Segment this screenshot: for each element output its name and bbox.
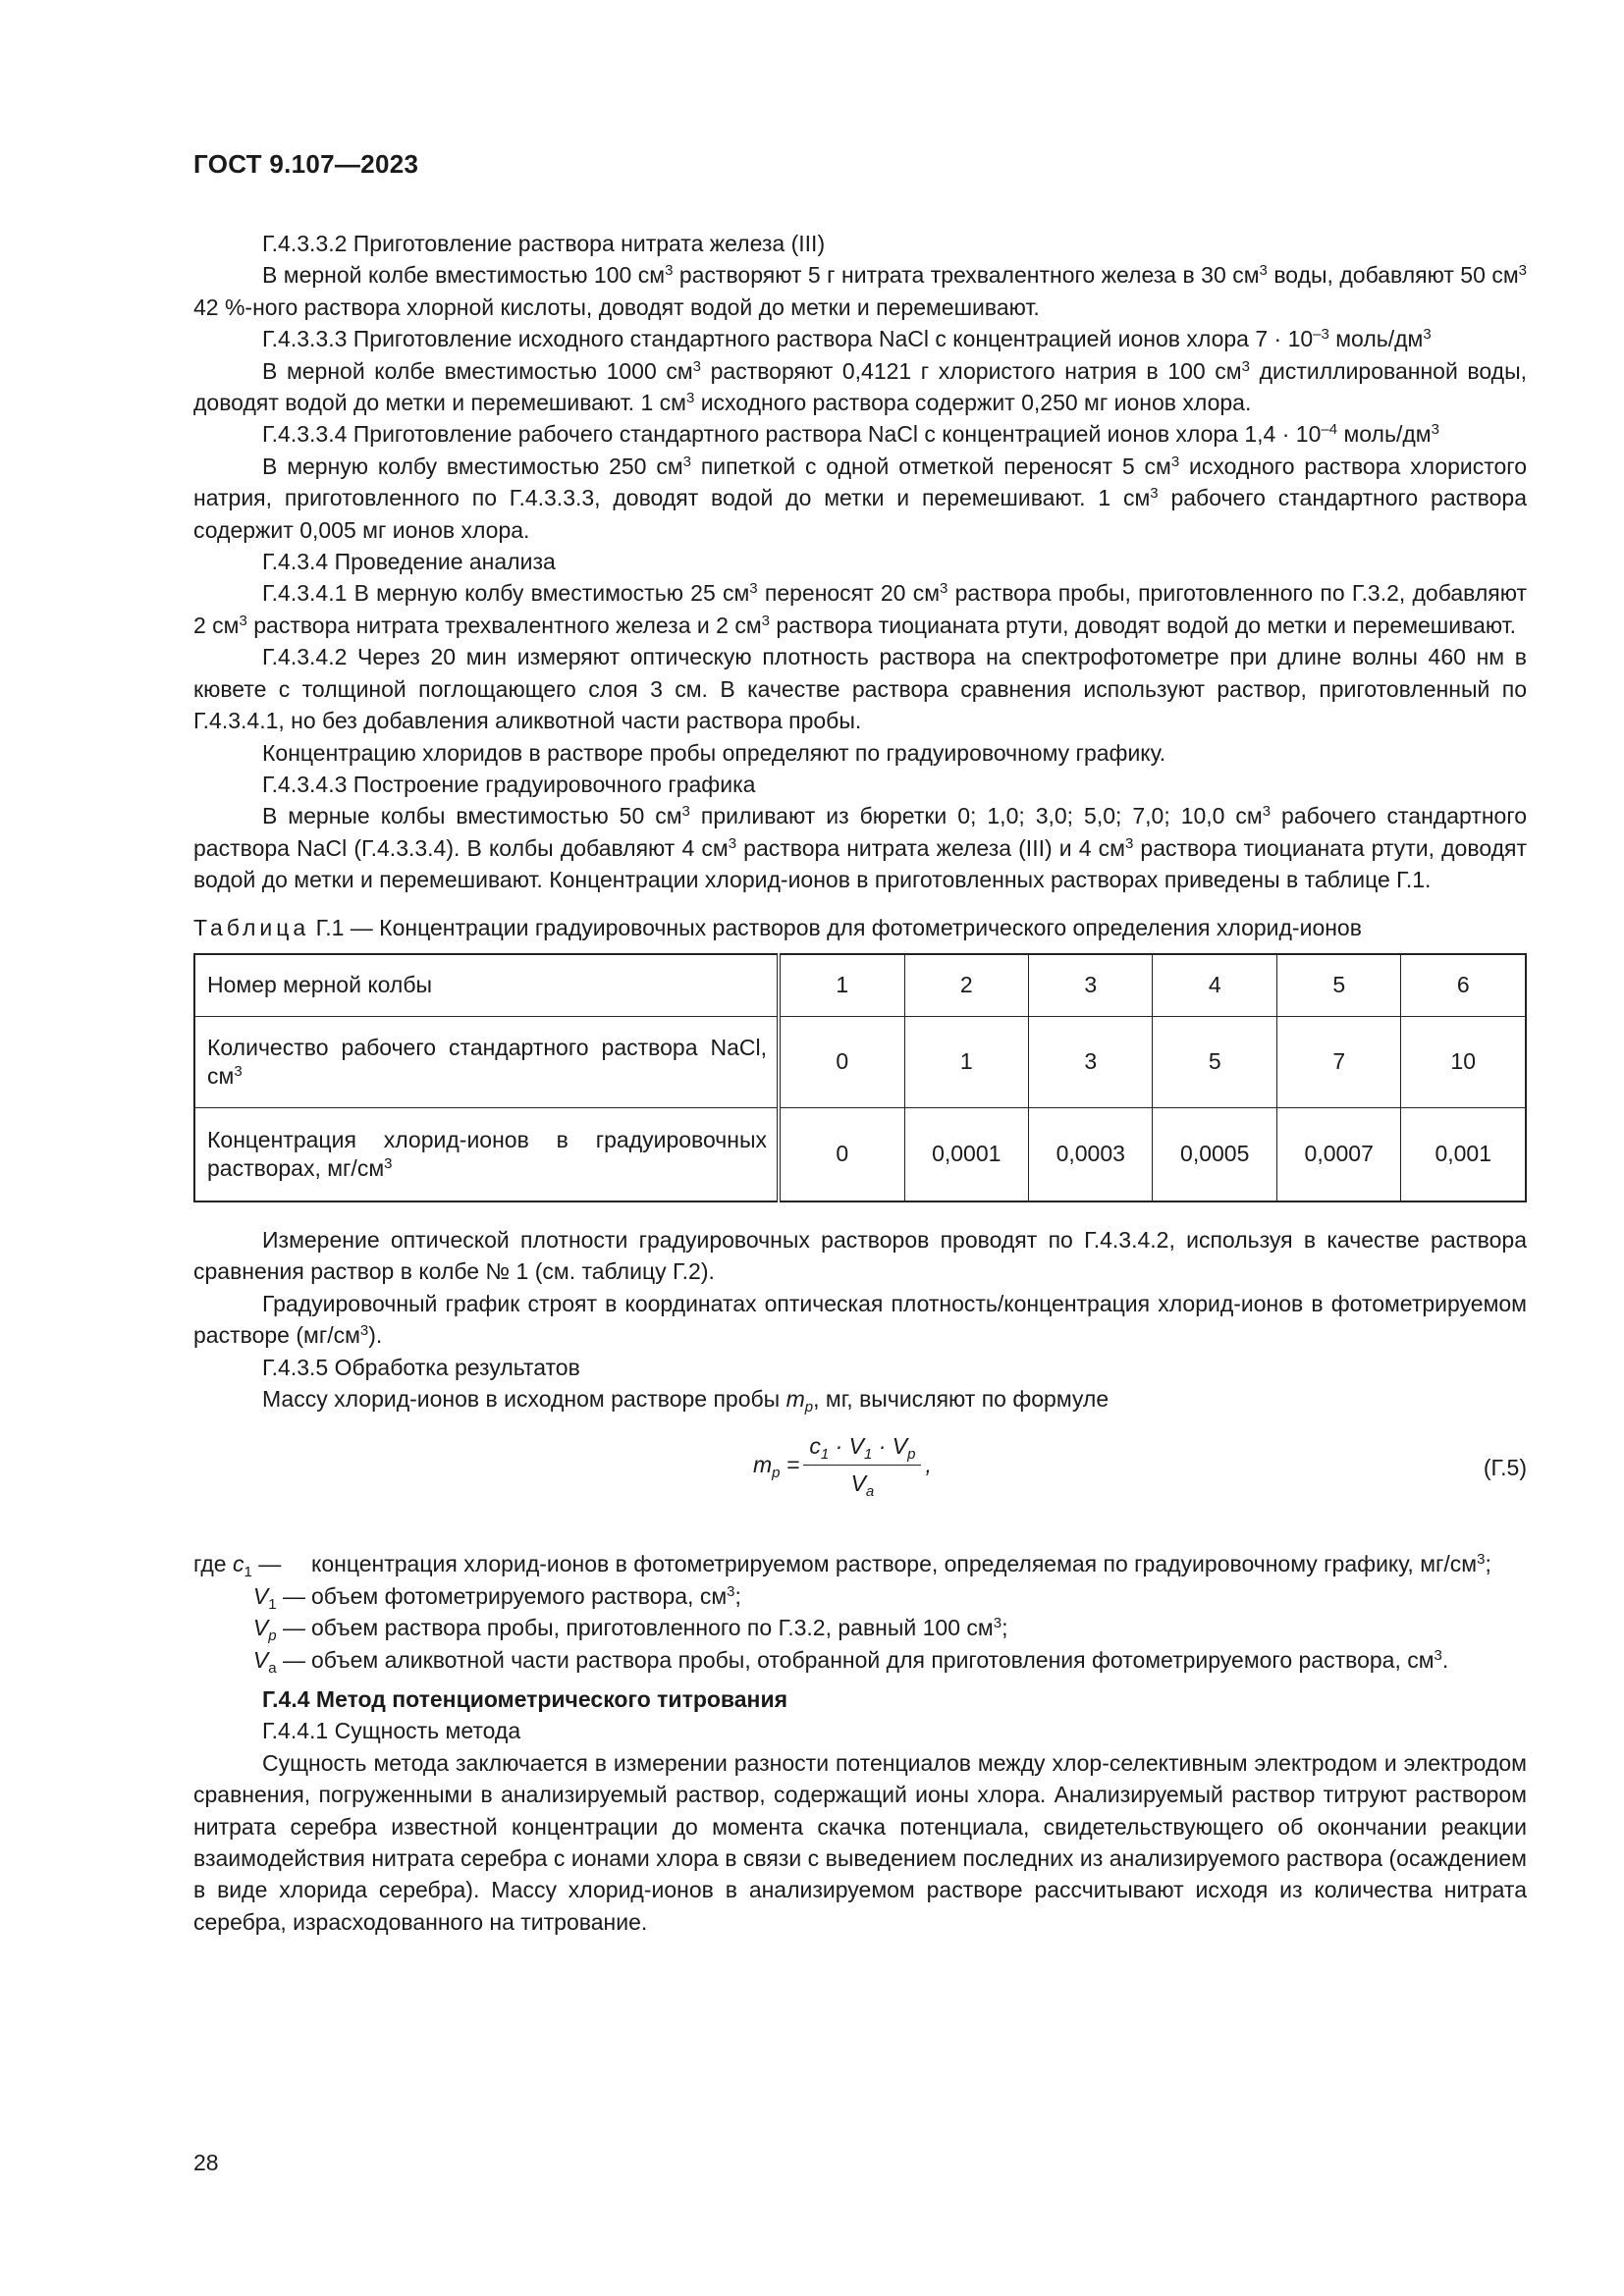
legend-description: объем фотометрируемого раствора, $см^3$; <box>311 1582 741 1609</box>
table-cell: 0 <box>779 1107 904 1201</box>
top-paragraph: В мерную колбу вместимостью 250 $см^3$ пипеткой с одной отметкой переносят 5 $см^3$ исходного раствора хлористого натрия, приготовленного по Г.4.3.3.3, доводят водой до метки и перемешивают. 1 $см^3$ рабочего стандартного раствора содержит 0,005 мг ионов хлора. <box>193 453 1527 543</box>
table-cell: 5 <box>1153 1016 1276 1107</box>
legend-symbol: где $c_1$ — <box>193 1551 282 1581</box>
mid-paragraph: Измерение оптической плотности градуировочных растворов проводят по Г.4.3.4.2, используя в качестве раствора сравнения раствор в колбе № 1 (см. таблицу Г.2). <box>193 1226 1527 1285</box>
table-cell: 1 <box>904 1016 1028 1107</box>
legend-item <box>193 1644 1527 1676</box>
table-cell: 2 <box>904 954 1028 1017</box>
mid-paragraph: Массу хлорид-ионов в исходном растворе пробы $m_p$, мг, вычисляют по формуле <box>262 1385 1110 1415</box>
mid-paragraph: Г.4.3.5 Обработка результатов <box>262 1354 580 1380</box>
formula-fraction <box>803 1430 921 1499</box>
paragraphs-bottom <box>193 1715 1527 1938</box>
table-row-header: Номер мерной колбы <box>194 954 779 1017</box>
mid-paragraph: Градуировочный график строят в координатах оптическая плотность/концентрация хлорид-ионов в фотометрируемом растворе $(мг/см^3)$. <box>193 1290 1527 1349</box>
calibration-table <box>193 953 1527 1202</box>
legend-item <box>193 1548 1527 1579</box>
formula-number: (Г.5) <box>1483 1455 1527 1481</box>
table-caption-word: Таблица <box>193 914 310 940</box>
formula-g5 <box>193 1426 1527 1534</box>
top-paragraph: Г.4.3.4 Проведение анализа <box>262 549 556 575</box>
formula-numerator: $c_1 \cdot V_1 \cdot V_p$ <box>803 1430 921 1465</box>
paragraphs-top <box>193 228 1527 896</box>
table-row <box>194 1016 1526 1107</box>
table-caption <box>193 912 1527 943</box>
table-row-header: Концентрация хлорид-ионов в градуировочных растворах, $мг/см^3$ <box>194 1107 779 1201</box>
top-paragraph: В мерной колбе вместимостью 100 $см^3$ растворяют 5 г нитрата трехвалентного железа в 30 $см^3$ воды, добавляют 50 $см^3$ 42 %-ного раствора хлорной кислоты, доводят водой до метки и перемешивают. <box>193 262 1527 320</box>
legend-symbol: $V_a$ — <box>252 1646 305 1677</box>
legend-description: объем аликвотной части раствора пробы, отобранной для приготовления фотометрируемого раствора, $см^3$. <box>311 1646 1449 1673</box>
top-paragraph: Г.4.3.4.1 В мерную колбу вместимостью 25 $см^3$ переносят 20 $см^3$ раствора пробы, приготовленного по Г.3.2, добавляют 2 $см^3$ раствора нитрата трехвалентного железа и 2 $см^3$ раствора тиоцианата ртути, доводят водой до метки и перемешивают. <box>193 580 1528 638</box>
table-cell: 6 <box>1401 954 1526 1017</box>
table-row <box>194 1107 1526 1201</box>
top-paragraph: Г.4.3.3.4 Приготовление рабочего стандартного раствора NaCl с концентрацией ионов хлора $1,4 \cdot 10^{-4}$ моль/$дм^3$ <box>262 421 1439 448</box>
page-number: 28 <box>193 2150 219 2175</box>
table-cell: 4 <box>1153 954 1276 1017</box>
top-paragraph: В мерной колбе вместимостью 1000 $см^3$ растворяют 0,4121 г хлористого натрия в 100 $см^3$ дистиллированной воды, доводят водой до метки и перемешивают. 1 $см^3$ исходного раствора содержит 0,250 мг ионов хлора. <box>193 357 1527 416</box>
table-cell: 3 <box>1029 954 1153 1017</box>
formula-lhs: $m_p$ = <box>753 1452 800 1482</box>
document-header: ГОСТ 9.107—2023 <box>193 149 419 179</box>
top-paragraph: Г.4.3.3.2 Приготовление раствора нитрата железа (III) <box>262 231 826 256</box>
table-cell: 0,0007 <box>1276 1107 1400 1201</box>
legend-item <box>193 1580 1527 1612</box>
table-cell: 0,0001 <box>904 1107 1028 1201</box>
legend-symbol: $V_1$ — <box>252 1582 305 1613</box>
legend-item <box>193 1612 1527 1643</box>
table-cell: 0,001 <box>1401 1107 1526 1201</box>
top-paragraph: Г.4.3.4.2 Через 20 мин измеряют оптическую плотность раствора на спектрофотометре при длине волны 460 нм в кювете с толщиной поглощающего слоя 3 см. В качестве раствора сравнения используют раствор, приготовленный по Г.4.3.4.1, но без добавления аликвотной части раствора пробы. <box>193 644 1527 734</box>
formula-legend <box>193 1548 1527 1676</box>
top-paragraph: В мерные колбы вместимостью 50 $см^3$ приливают из бюретки 0; 1,0; 3,0; 5,0; 7,0; 10,0 $см^3$ рабочего стандартного раствора NaCl (Г.4.3.3.4). В колбы добавляют 4 $см^3$ раствора нитрата железа (III) и 4 $см^3$ раствора тиоцианата ртути, доводят водой до метки и перемешивают. Концентрации хлорид-ионов в приготовленных растворах приведены в таблице Г.1. <box>193 803 1528 893</box>
table-cell: 0,0003 <box>1029 1107 1153 1201</box>
table-cell: 1 <box>779 954 904 1017</box>
table-cell: 0 <box>779 1016 904 1107</box>
table-cell: 3 <box>1029 1016 1153 1107</box>
top-paragraph: Г.4.3.4.3 Построение градуировочного графика <box>262 771 756 797</box>
table-cell: 5 <box>1276 954 1400 1017</box>
legend-symbol: $V_p$ — <box>252 1615 305 1645</box>
paragraphs-middle <box>193 1224 1527 1415</box>
bottom-paragraph: Г.4.4.1 Сущность метода <box>262 1718 521 1744</box>
table-caption-text: Г.1 — Концентрации градуировочных растворов для фотометрического определения хлорид-ионов <box>309 914 1362 940</box>
table-cell: 10 <box>1401 1016 1526 1107</box>
legend-description: объем раствора пробы, приготовленного по Г.3.2, равный 100 $см^3$; <box>311 1615 1008 1641</box>
legend-description: концентрация хлорид-ионов в фотометрируемом растворе, определяемая по градуировочному графику, $мг/см^3$; <box>311 1551 1491 1577</box>
formula-denominator: $V_a$ <box>850 1469 875 1500</box>
document-body <box>193 228 1527 1938</box>
top-paragraph: Концентрацию хлоридов в растворе пробы определяют по градуировочному графику. <box>262 739 1166 766</box>
formula-tail: , <box>925 1452 932 1478</box>
table-row <box>194 954 1526 1017</box>
table-cell: 7 <box>1276 1016 1400 1107</box>
table-row-header: Количество рабочего стандартного раствора NaCl, $см^3$ <box>194 1016 779 1107</box>
formula <box>753 1430 932 1499</box>
bottom-paragraph: Сущность метода заключается в измерении разности потенциалов между хлор-селективным электродом и электродом сравнения, погруженными в анализируемый раствор, содержащий ионы хлора. Анализируемый раствор титруют раствором нитрата серебра известной концентрации до момента скачка потенциала, свидетельствующего об окончании реакции взаимодействия нитрата серебра с ионами хлора в связи с выведением последних из анализируемого раствора (осаждением в виде хлорида серебра). Массу хлорид-ионов в анализируемом растворе рассчитывают исходя из количества нитрата серебра, израсходованного на титрование. <box>193 1749 1527 1935</box>
top-paragraph: Г.4.3.3.3 Приготовление исходного стандартного раствора NaCl с концентрацией ионов хлора $7 \cdot 10^{-3}$ моль/$дм^3$ <box>262 326 1432 352</box>
table-cell: 0,0005 <box>1153 1107 1276 1201</box>
section-title: Г.4.4 Метод потенциометрического титрования <box>262 1686 788 1712</box>
